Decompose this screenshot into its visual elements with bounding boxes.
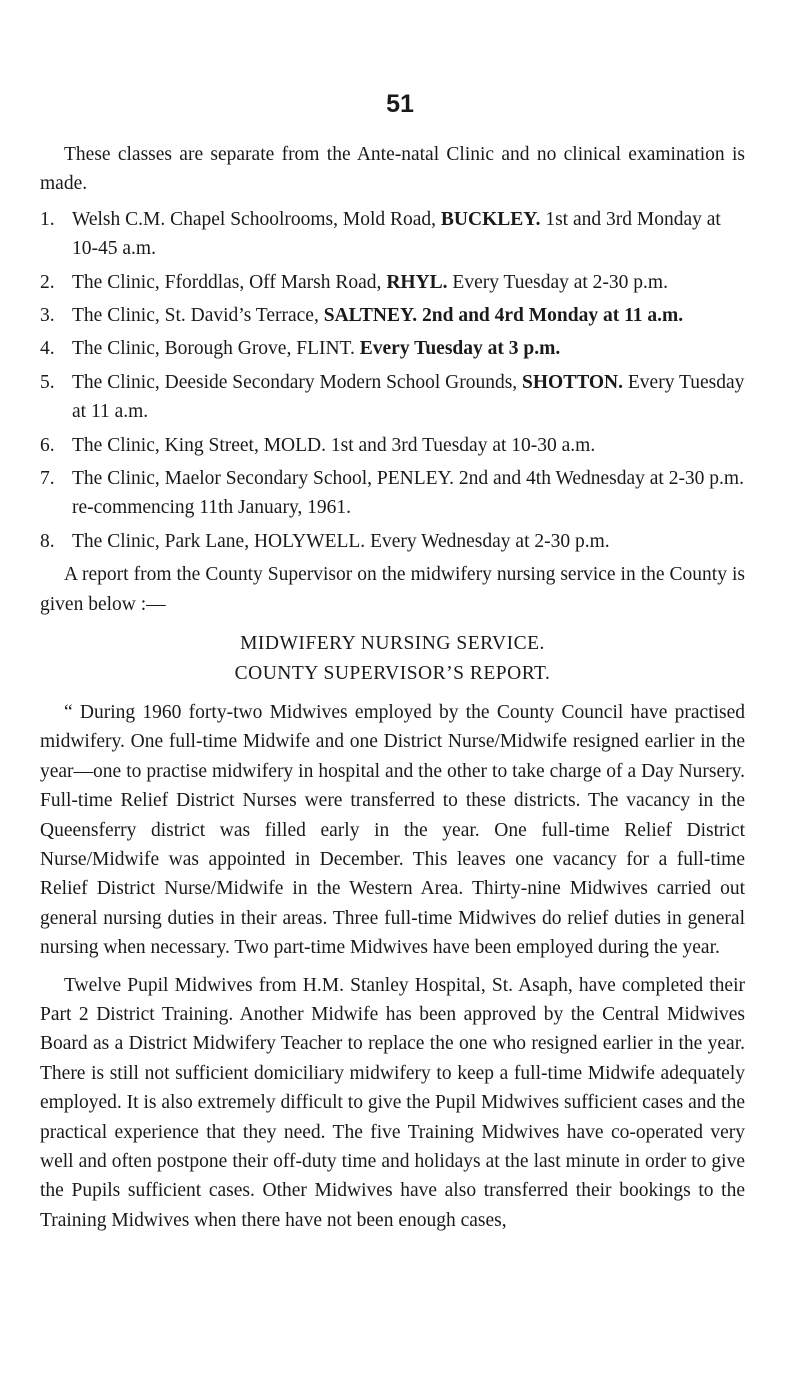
list-item-number: 5. — [40, 371, 55, 393]
page-number: 51 — [386, 90, 414, 118]
document-body — [40, 140, 745, 1243]
report-paragraph-1: “ During 1960 forty-two Midwives employed by the County Council have practised midwifery. One full-time Midwife and one District Nurse/Midwife resigned earlier in the year—one to practise midwifery in hospital and the other to take charge of a Day Nursery. Full-time Relief District Nurses were transferred to these districts. The vacancy in the Queensferry district was filled early in the year. One full-time Relief District Nurse/Midwife was appointed in December. This leaves one vacancy for a full-time Relief District Nurse/Midwife in the Western Area. Thirty-nine Midwives carried out general nursing duties in their areas. Three full-time Midwives do relief duties in general nursing when necessary. Two part-time Midwives have been employed during the year. — [40, 701, 745, 959]
clinic-schedule: Every Tuesday at 2-30 p.m. — [452, 271, 668, 293]
clinic-place: The Clinic, King Street, — [72, 434, 259, 456]
clinic-town: HOLYWELL. — [253, 530, 366, 552]
list-item-number: 7. — [40, 468, 55, 490]
clinic-town: FLINT. — [296, 338, 355, 360]
clinic-schedule: Every Wednesday at 2-30 p.m. — [370, 530, 610, 552]
clinic-town: SHOTTON. — [522, 371, 624, 393]
clinic-list — [40, 205, 745, 556]
clinic-town: MOLD. — [263, 434, 327, 456]
clinic-place: The Clinic, Deeside Secondary Modern School Grounds, — [72, 371, 518, 393]
clinic-place: The Clinic, Maelor Secondary School, — [72, 468, 373, 490]
list-item-number: 3. — [40, 305, 55, 327]
clinic-place: Welsh C.M. Chapel Schoolrooms, Mold Road, — [72, 208, 437, 230]
report-lead-paragraph: A report from the County Supervisor on the midwifery nursing service in the County is given below :— — [40, 564, 745, 615]
clinic-schedule: Every Tuesday at 3 p.m. — [359, 338, 561, 360]
list-item — [40, 368, 745, 427]
clinic-schedule: 2nd and 4rd Monday at 11 a.m. — [422, 305, 684, 327]
section-subheading: COUNTY SUPERVISOR’S REPORT. — [234, 662, 551, 684]
list-item — [40, 301, 745, 330]
clinic-town: RHYL. — [386, 271, 448, 293]
list-item-number: 1. — [40, 208, 55, 230]
list-item-number: 8. — [40, 530, 55, 552]
clinic-schedule: Every Tuesday at 11 a.m. — [72, 371, 745, 423]
clinic-town: PENLEY. — [376, 468, 454, 490]
report-paragraph-2: Twelve Pupil Midwives from H.M. Stanley Hospital, St. Asaph, have completed their Part 2 District Training. Another Midwife has been approved by the Central Midwives Board as a District Midwifery Teacher to replace the one who resigned earlier in the year. There is still not sufficient domiciliary midwifery to keep a full-time Midwife adequately employed. It is also extremely difficult to give the Pupil Midwives sufficient cases and the practical experience that they need. The five Training Midwives have co-operated very well and often postpone their off-duty time and holidays at the last minute in order to give the Pupils sufficient cases. Other Midwives have also transferred their bookings to the Training Midwives when there have not been enough cases, — [40, 974, 745, 1231]
clinic-town: BUCKLEY. — [440, 208, 541, 230]
list-item — [40, 205, 745, 264]
list-item-number: 6. — [40, 434, 55, 456]
section-heading: MIDWIFERY NURSING SERVICE. — [240, 633, 545, 655]
clinic-schedule: 1st and 3rd Tuesday at 10-30 a.m. — [330, 434, 596, 456]
list-item — [40, 464, 745, 523]
clinic-place: The Clinic, Fforddlas, Off Marsh Road, — [72, 271, 382, 293]
intro-paragraph: These classes are separate from the Ante-natal Clinic and no clinical examination is made. — [40, 144, 745, 195]
list-item — [40, 268, 745, 297]
list-item-number: 4. — [40, 338, 55, 360]
clinic-schedule: 2nd and 4th Wednesday at 2-30 p.m. re-commencing 11th January, 1961. — [72, 468, 744, 519]
clinic-place: The Clinic, Park Lane, — [72, 530, 250, 552]
list-item-number: 2. — [40, 271, 55, 293]
clinic-schedule: 1st and 3rd Monday at 10-45 a.m. — [72, 208, 721, 260]
list-item — [40, 431, 745, 460]
clinic-place: The Clinic, Borough Grove, — [72, 338, 292, 360]
list-item — [40, 527, 745, 556]
clinic-town: SALTNEY. — [323, 305, 418, 327]
clinic-place: The Clinic, St. David’s Terrace, — [72, 305, 319, 327]
list-item — [40, 334, 745, 363]
